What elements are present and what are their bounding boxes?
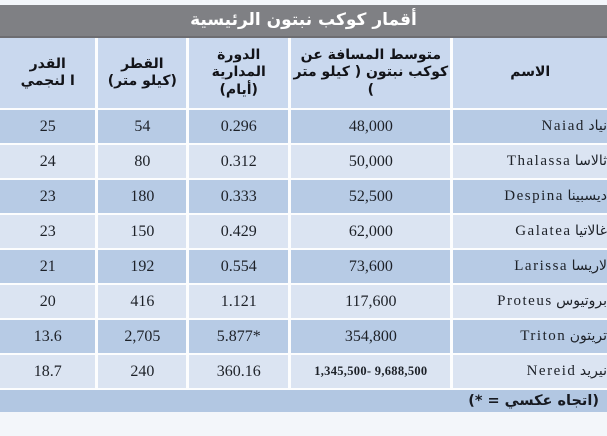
table-row	[0, 144, 607, 179]
column-header-distance: متوسط المسافة عن كوكب نبتون ( كيلو متر )	[290, 38, 452, 109]
name-cell	[452, 109, 607, 144]
name-cell	[452, 214, 607, 249]
diameter-cell: 2,705	[97, 319, 188, 354]
period-cell: 0.312	[188, 144, 290, 179]
name-cell	[452, 284, 607, 319]
magnitude-cell: 18.7	[0, 354, 97, 388]
period-cell: 0.554	[188, 249, 290, 284]
table-row	[0, 179, 607, 214]
distance-cell: 52,500	[290, 179, 452, 214]
diameter-cell: 240	[97, 354, 188, 388]
distance-cell: 354,800	[290, 319, 452, 354]
moon-name-en: Naiad	[541, 118, 585, 134]
table-header-row	[0, 38, 607, 109]
moon-name-ar: لاريسا	[571, 258, 607, 274]
distance-cell: 62,000	[290, 214, 452, 249]
moon-name-en: Thalassa	[506, 153, 572, 169]
table-row	[0, 249, 607, 284]
distance-cell: 50,000	[290, 144, 452, 179]
moon-name-en: Despina	[504, 188, 564, 204]
distance-cell: 117,600	[290, 284, 452, 319]
diameter-cell: 80	[97, 144, 188, 179]
moon-name-en: Triton	[520, 328, 567, 344]
page-title	[0, 5, 607, 38]
distance-cell: 48,000	[290, 109, 452, 144]
name-cell	[452, 179, 607, 214]
column-header-orbital-period: الدورة المدارية (أيام)	[188, 38, 290, 109]
magnitude-cell: 24	[0, 144, 97, 179]
name-cell	[452, 144, 607, 179]
table-row	[0, 284, 607, 319]
footnote-text: (* = اتجاه عكسي)	[468, 393, 599, 409]
table-row	[0, 109, 607, 144]
period-cell: 0.296	[188, 109, 290, 144]
moon-name-en: Proteus	[497, 293, 553, 309]
distance-cell: 1,345,500- 9,688,500	[290, 354, 452, 388]
moon-name-ar: تريتون	[569, 328, 607, 344]
moons-table	[0, 38, 607, 388]
diameter-cell: 150	[97, 214, 188, 249]
period-cell: 0.333	[188, 179, 290, 214]
diameter-cell: 54	[97, 109, 188, 144]
magnitude-cell: 23	[0, 179, 97, 214]
magnitude-cell: 20	[0, 284, 97, 319]
diameter-cell: 416	[97, 284, 188, 319]
moon-name-en: Larissa	[514, 258, 569, 274]
moon-name-en: Nereid	[526, 363, 577, 379]
document-page	[0, 5, 607, 412]
period-cell: 0.429	[188, 214, 290, 249]
column-header-name: الاسم	[452, 38, 607, 109]
magnitude-cell: 21	[0, 249, 97, 284]
column-header-magnitude: القدر ا لنجمي	[0, 38, 97, 109]
moon-name-ar: غالاتيا	[575, 223, 607, 239]
table-row	[0, 214, 607, 249]
footnote	[0, 388, 607, 412]
period-cell: 5.877*	[188, 319, 290, 354]
diameter-cell: 180	[97, 179, 188, 214]
magnitude-cell: 23	[0, 214, 97, 249]
moon-name-ar: بروتيوس	[556, 293, 607, 309]
column-header-diameter: القطر (كيلو متر)	[97, 38, 188, 109]
period-cell: 1.121	[188, 284, 290, 319]
diameter-cell: 192	[97, 249, 188, 284]
table-row	[0, 354, 607, 388]
period-cell: 360.16	[188, 354, 290, 388]
table-row	[0, 319, 607, 354]
name-cell	[452, 354, 607, 388]
moon-name-ar: ثالاسا	[574, 153, 607, 169]
moon-name-en: Galatea	[515, 223, 572, 239]
name-cell	[452, 249, 607, 284]
page-title-text: أقمار كوكب نبتون الرئيسية	[190, 10, 417, 30]
name-cell	[452, 319, 607, 354]
magnitude-cell: 25	[0, 109, 97, 144]
moon-name-ar: نيريد	[579, 363, 607, 379]
magnitude-cell: 13.6	[0, 319, 97, 354]
distance-cell: 73,600	[290, 249, 452, 284]
moon-name-ar: نياد	[588, 118, 607, 134]
moon-name-ar: ديسبينا	[567, 188, 607, 204]
